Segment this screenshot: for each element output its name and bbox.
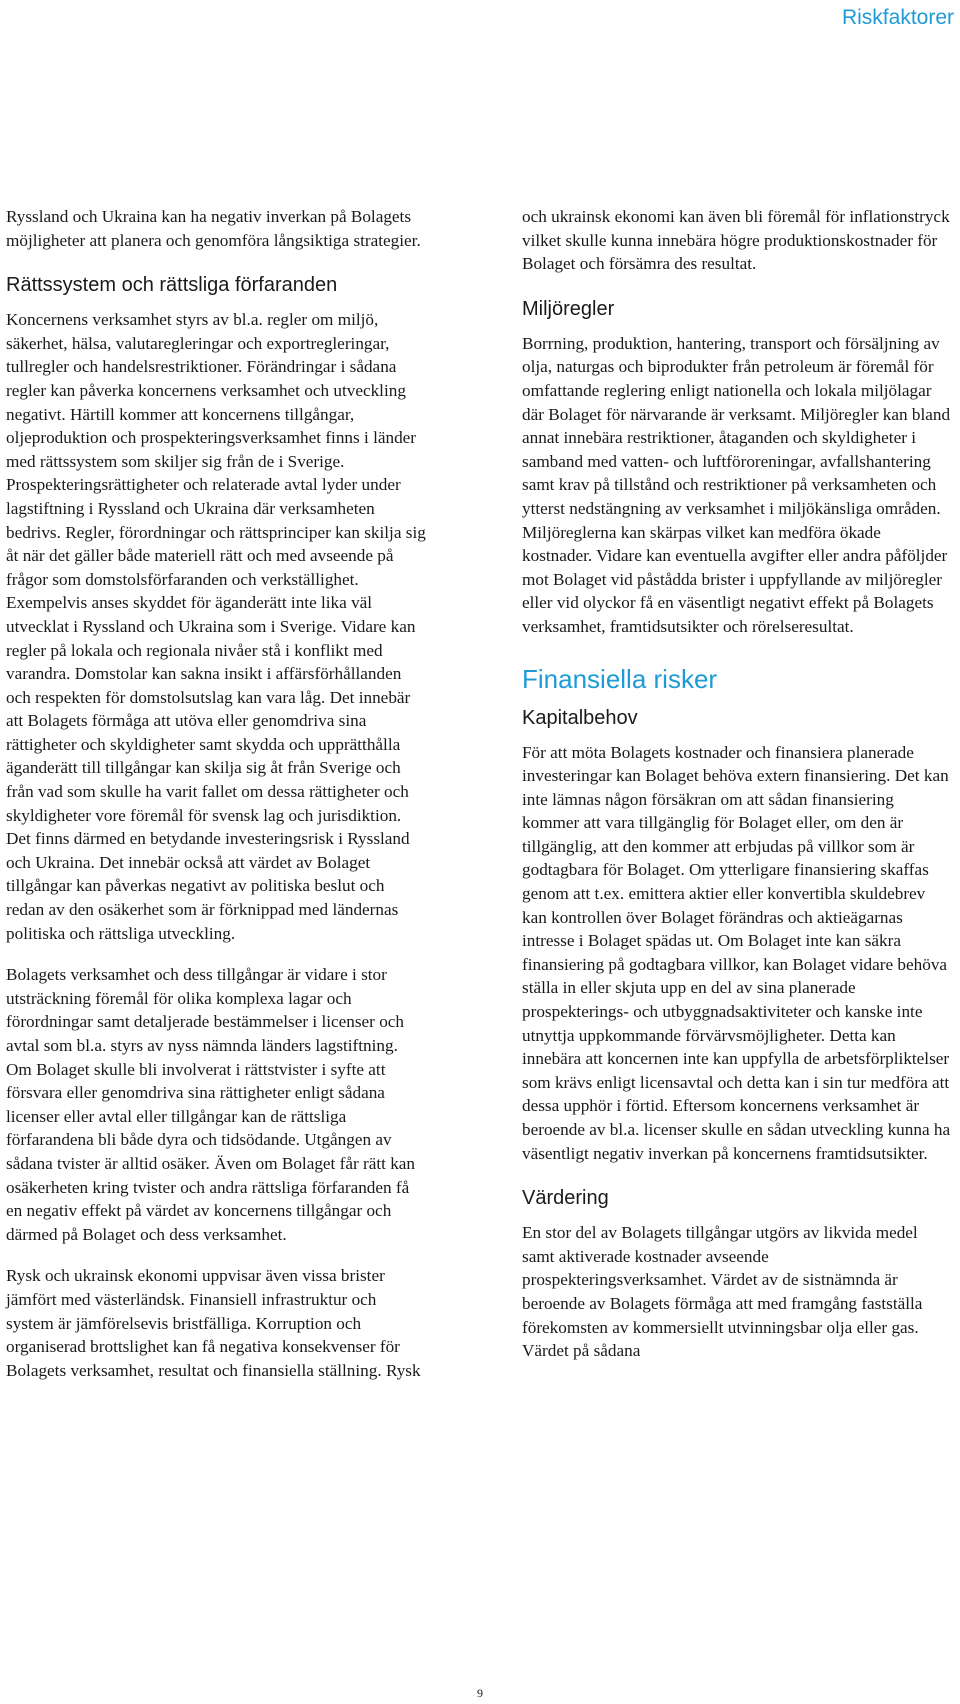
valuation-heading: Värdering [522, 1187, 609, 1210]
legal-paragraph-2: Bolagets verksamhet och dess tillgångar är vidare i stor utsträckning föremål för olika komplexa lagar och förordningar samt detaljerade bestämmelser i licenser och avtal som bl.a. styrs av nyss nämnda länders lagstiftning. Om Bolaget skulle bli involverat i rättstvister i syfte att försvara eller genomdriva sina rättigheter enligt sådana licenser eller avtal eller tillgångar kan de rättsliga förfarandena bli både dyra och tidsödande. Utgången av sådana tvister är alltid osäker. Även om Bolaget får rätt kan osäkerheten kring tvister och andra rättsliga förfaranden få en negativ effekt på värdet av koncernens tillgångar och därmed på Bolaget och dess verksamhet. [6, 965, 416, 1244]
capital-heading: Kapitalbehov [522, 706, 638, 729]
right-column [522, 205, 954, 1363]
capital-paragraph: För att möta Bolagets kostnader och finansiera planerade investeringar kan Bolaget behöva extern finansiering. Det kan inte lämnas någon försäkran om att sådan finansiering kommer att vara tillgänglig för Bolaget eller, om den är tillgänglig, att den kommer att erbjudas på villkor som är godtagbara för Bolaget. Om ytterligare finansiering skaffas genom att t.ex. emittera aktier eller konvertibla skuldebrev kan kontrollen över Bolaget förändras och aktieägarnas intresse i Bolaget spädas ut. Om Bolaget inte kan säkra finansiering på godtagbara villkor, kan Bolaget vidare behöva ställa in eller skjuta upp en del av sina planerade prospekterings- och utbyggnadsaktiviteter och kanske inte utnyttja uppkommande förvärvsmöjligheter. Detta kan innebära att koncernen inte kan uppfylla de arbetsförpliktelser som krävs enligt licensavtal och detta kan i sin tur medföra att dessa upphör i förtid. Eftersom koncernens verksamhet är beroende av bl.a. licenser skulle en sådan utveckling kunna ha väsentligt negativ inverkan på koncernens framtidsutsikter. [522, 742, 951, 1163]
page-number: 9 [477, 1686, 483, 1700]
intro-paragraph: Ryssland och Ukraina kan ha negativ inverkan på Bolagets möjligheter att planera och genomföra långsiktiga strategier. [6, 207, 421, 250]
continued-paragraph: och ukrainsk ekonomi kan även bli föremål för inflationstryck vilket skulle kunna innebära högre produktionskostnader för Bolaget och försämra des resultat. [522, 207, 950, 274]
legal-paragraph-1: Koncernens verksamhet styrs av bl.a. regler om miljö, säkerhet, hälsa, valutaregleringar och exportregleringar, tullregler och handelsrestriktioner. Förändringar i sådana regler kan påverka koncernens verksamhet och utveckling negativt. Härtill kommer att koncernens tillgångar, oljeproduktion och prospekteringsverksamhet finns i länder med rättssystem som skiljer sig från de i Sverige. Prospekteringsrättigheter och relaterade avtal lyder under lagstiftning i Ryssland och Ukraina där verksamheten bedrivs. Regler, förordningar och rättsprinciper kan skilja sig åt när det gäller både materiell rätt och med avseende på frågor som domstolsförfaranden och verkställighet. Exempelvis anses skyddet för äganderätt inte lika väl utvecklat i Ryssland och Ukraina som i Sverige. Vidare kan regler på lokala och regionala nivåer stå i konflikt med varandra. Domstolar kan sakna insikt i affärsförhållanden och respekten för domstolsutslag kan vara låg. Det innebär att Bolagets förmåga att utöva eller genomdriva sina rättigheter och skyldigheter samt skydda och upprätthålla äganderätt till tillgångar kan skilja sig åt från Sverige och från vad som skulle ha varit fallet om dessa rättigheter och skyldigheter vore föremål för svensk lag och jurisdiktion. Det finns därmed en betydande investeringsrisk i Ryssland och Ukraina. Det innebär också att värdet av Bolaget tillgångar kan påverkas negativt av politiska beslut och redan av den osäkerhet som är förknippad med ländernas politiska och rättsliga utveckling. [6, 310, 426, 943]
legal-paragraph-3: Rysk och ukrainsk ekonomi uppvisar även vissa brister jämfört med västerländsk. Finansiell infrastruktur och system är jämförelsevis bristfälliga. Korruption och organiserad brottslighet kan få negativa konsekvenser för Bolagets verksamhet, resultat och finansiella ställning. Rysk [6, 1266, 421, 1380]
legal-heading: Rättssystem och rättsliga förfaranden [6, 274, 338, 297]
left-column [6, 205, 426, 1382]
environment-paragraph: Borrning, produktion, hantering, transport och försäljning av olja, naturgas och biprodukter från petroleum är föremål för omfattande reglering enligt nationella och lokala miljölagar där Bolaget för närvarande är verksamt. Miljöregler kan bland annat innebära restriktioner, åtaganden och skyldigheter i samband med vatten- och luftföroreningar, avfallshantering samt krav på tillstånd och restriktioner på verksamheten och ytterst nedstängning av verksamhet i miljökänsliga områden. Miljöreglerna kan skärpas vilket kan medföra ökade kostnader. Vidare kan eventuella avgifter eller andra påföljder mot Bolaget vid påstådda brister i uppfyllande av miljöregler eller vid olyckor få en väsentligt negativt effekt på Bolagets verksamhet, framtidsutsikter och rörelseresultat. [522, 333, 951, 636]
section-title: Riskfaktorer [841, 6, 954, 29]
environment-heading: Miljöregler [522, 297, 615, 320]
valuation-paragraph: En stor del av Bolagets tillgångar utgörs av likvida medel samt aktiverade kostnader avseende prospekteringsverksamhet. Värdet av de sistnämnda är beroende av Bolagets förmåga att med framgång fastställa förekomsten av kommersiellt utvinningsbar olja eller gas. Värdet på sådana [522, 1223, 923, 1361]
financial-risks-heading: Finansiella risker [522, 663, 718, 694]
